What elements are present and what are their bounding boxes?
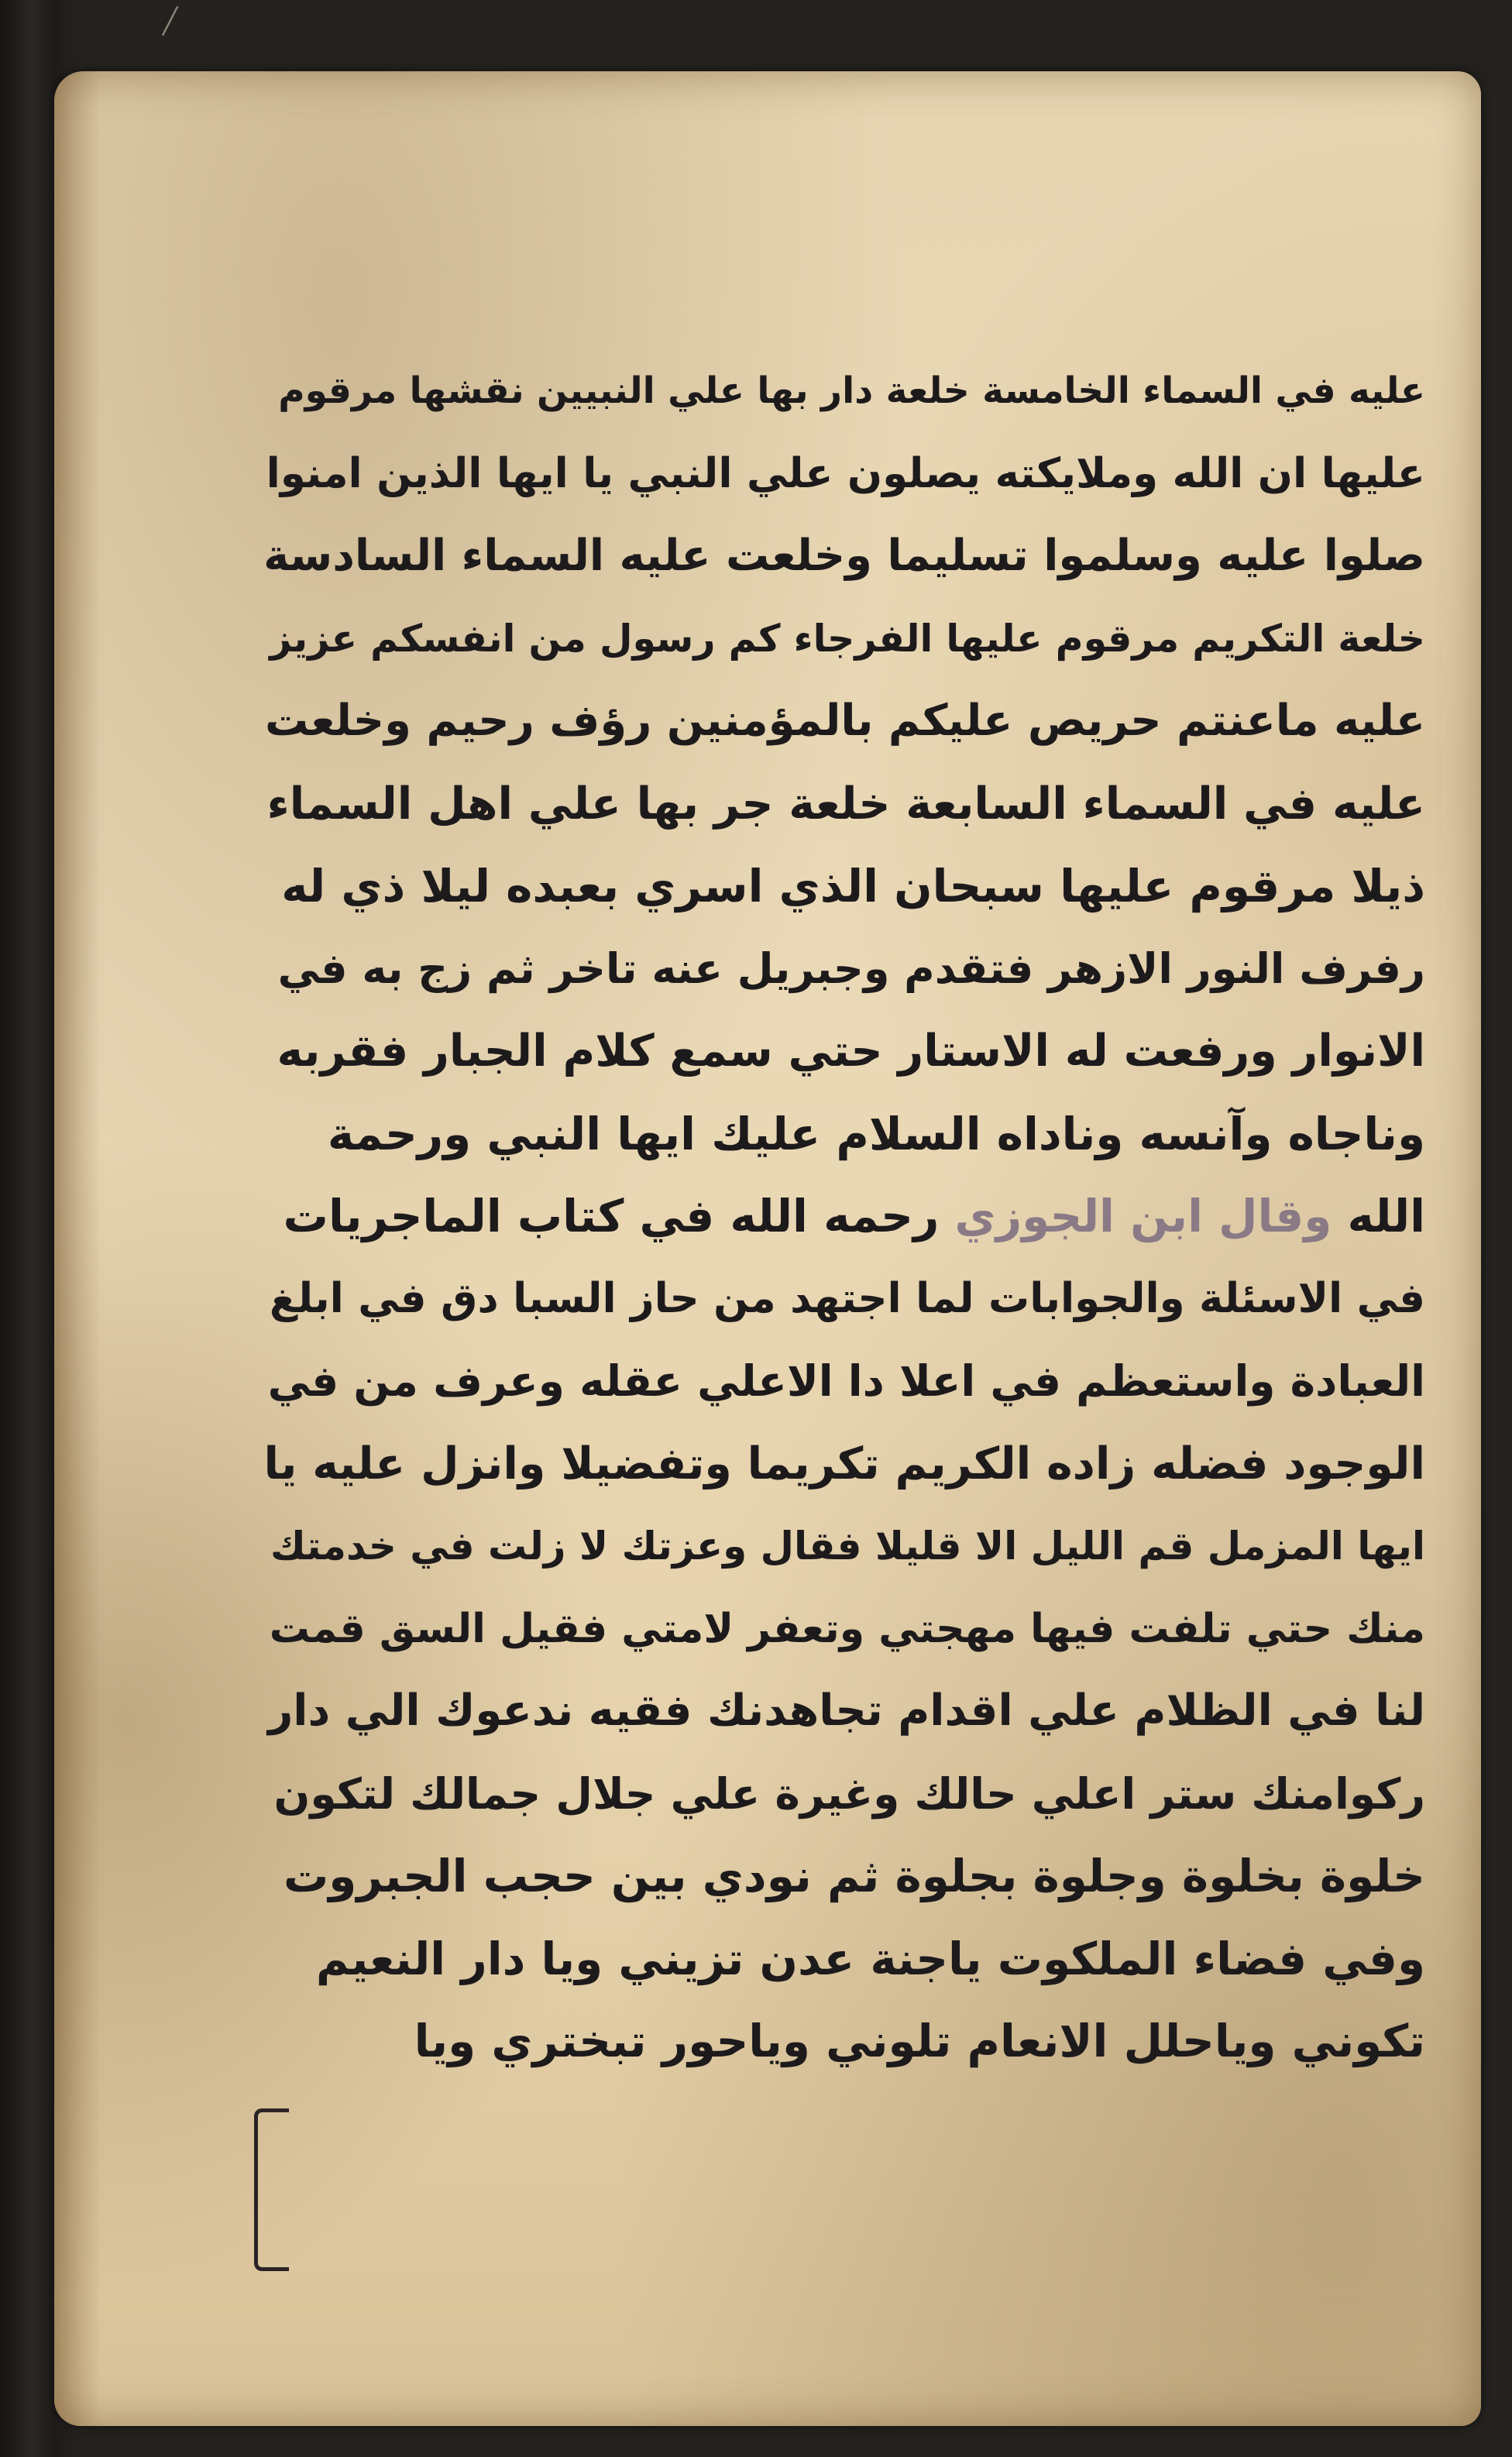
- text-line-9: الانوار ورفعت له الاستار حتي سمع كلام الجبار فقربه: [277, 1026, 1425, 1077]
- margin-bracket-mark: [254, 2108, 289, 2271]
- faded-rubric: وقال ابن الجوزي: [954, 1190, 1332, 1242]
- manuscript-text-block: [263, 350, 1425, 2083]
- text-line-4: خلعة التكريم مرقوم عليها الفرجاء كم رسول من انفسكم عزيز: [270, 616, 1425, 661]
- text-line-18: ركوامنك ستر اعلي حالك وغيرة علي جلال جمالك لتكون: [273, 1768, 1425, 1819]
- text-line-12: في الاسئلة والجوابات لما اجتهد من حاز السبا دق في ابلغ: [269, 1274, 1425, 1322]
- text-line-11: [263, 1175, 1425, 1258]
- text-line-20: وفي فضاء الملكوت ياجنة عدن تزيني ويا دار النعيم: [315, 1932, 1425, 1985]
- text-line-7: ذيلا مرقوم عليها سبحان الذي اسري بعبده ليلا ذي له: [281, 860, 1425, 912]
- text-line-13: العبادة واستعظم في اعلا دا الاعلي عقله وعرف من في: [267, 1356, 1425, 1406]
- text-line-17: لنا في الظلام علي اقدام تجاهدنك فقيه ندعوك الي دار: [268, 1686, 1425, 1736]
- text-line-1: عليه في السماء الخامسة خلعة دار بها علي النبيين نقشها مرقوم: [278, 369, 1425, 412]
- text-line-16: منك حتي تلفت فيها مهجتي وتعفر لامتي فقيل السق قمت: [269, 1605, 1425, 1652]
- corner-pencil-mark: ╱: [163, 6, 178, 36]
- text-line-19: خلوة بخلوة وجلوة بجلوة ثم نودي بين حجب الجبروت: [284, 1850, 1425, 1902]
- text-line-14: الوجود فضله زاده الكريم تكريما وتفضيلا وانزل عليه يا: [263, 1438, 1425, 1490]
- text-line-2: عليها ان الله وملايكته يصلون علي النبي يا ايها الذين امنوا: [266, 449, 1425, 497]
- text-line-11-end: رحمه الله في كتاب الماجريات: [283, 1190, 955, 1242]
- text-line-8: رفرف النور الازهر فتقدم وجبريل عنه تاخر ثم زج به في: [277, 943, 1425, 993]
- text-line-21: تكوني وياحلل الانعام تلوني وياحور تبختري ويا: [414, 2015, 1425, 2067]
- manuscript-page: [54, 71, 1481, 2426]
- text-line-11-start: الله: [1332, 1190, 1425, 1242]
- page-edge-stain: [54, 71, 101, 2426]
- text-line-6: عليه في السماء السابعة خلعة جر بها علي اهل السماء: [266, 778, 1425, 830]
- text-line-10: وناجاه وآنسه وناداه السلام عليك ايها النبي ورحمة: [327, 1107, 1425, 1160]
- text-line-15: ايها المزمل قم الليل الا قليلا فقال وعزتك لا زلت في خدمتك: [270, 1524, 1425, 1569]
- text-line-5: عليه ماعنتم حريص عليكم بالمؤمنين رؤف رحيم وخلعت: [265, 696, 1425, 746]
- text-line-3: صلوا عليه وسلموا تسليما وخلعت عليه السماء السادسة: [263, 531, 1425, 581]
